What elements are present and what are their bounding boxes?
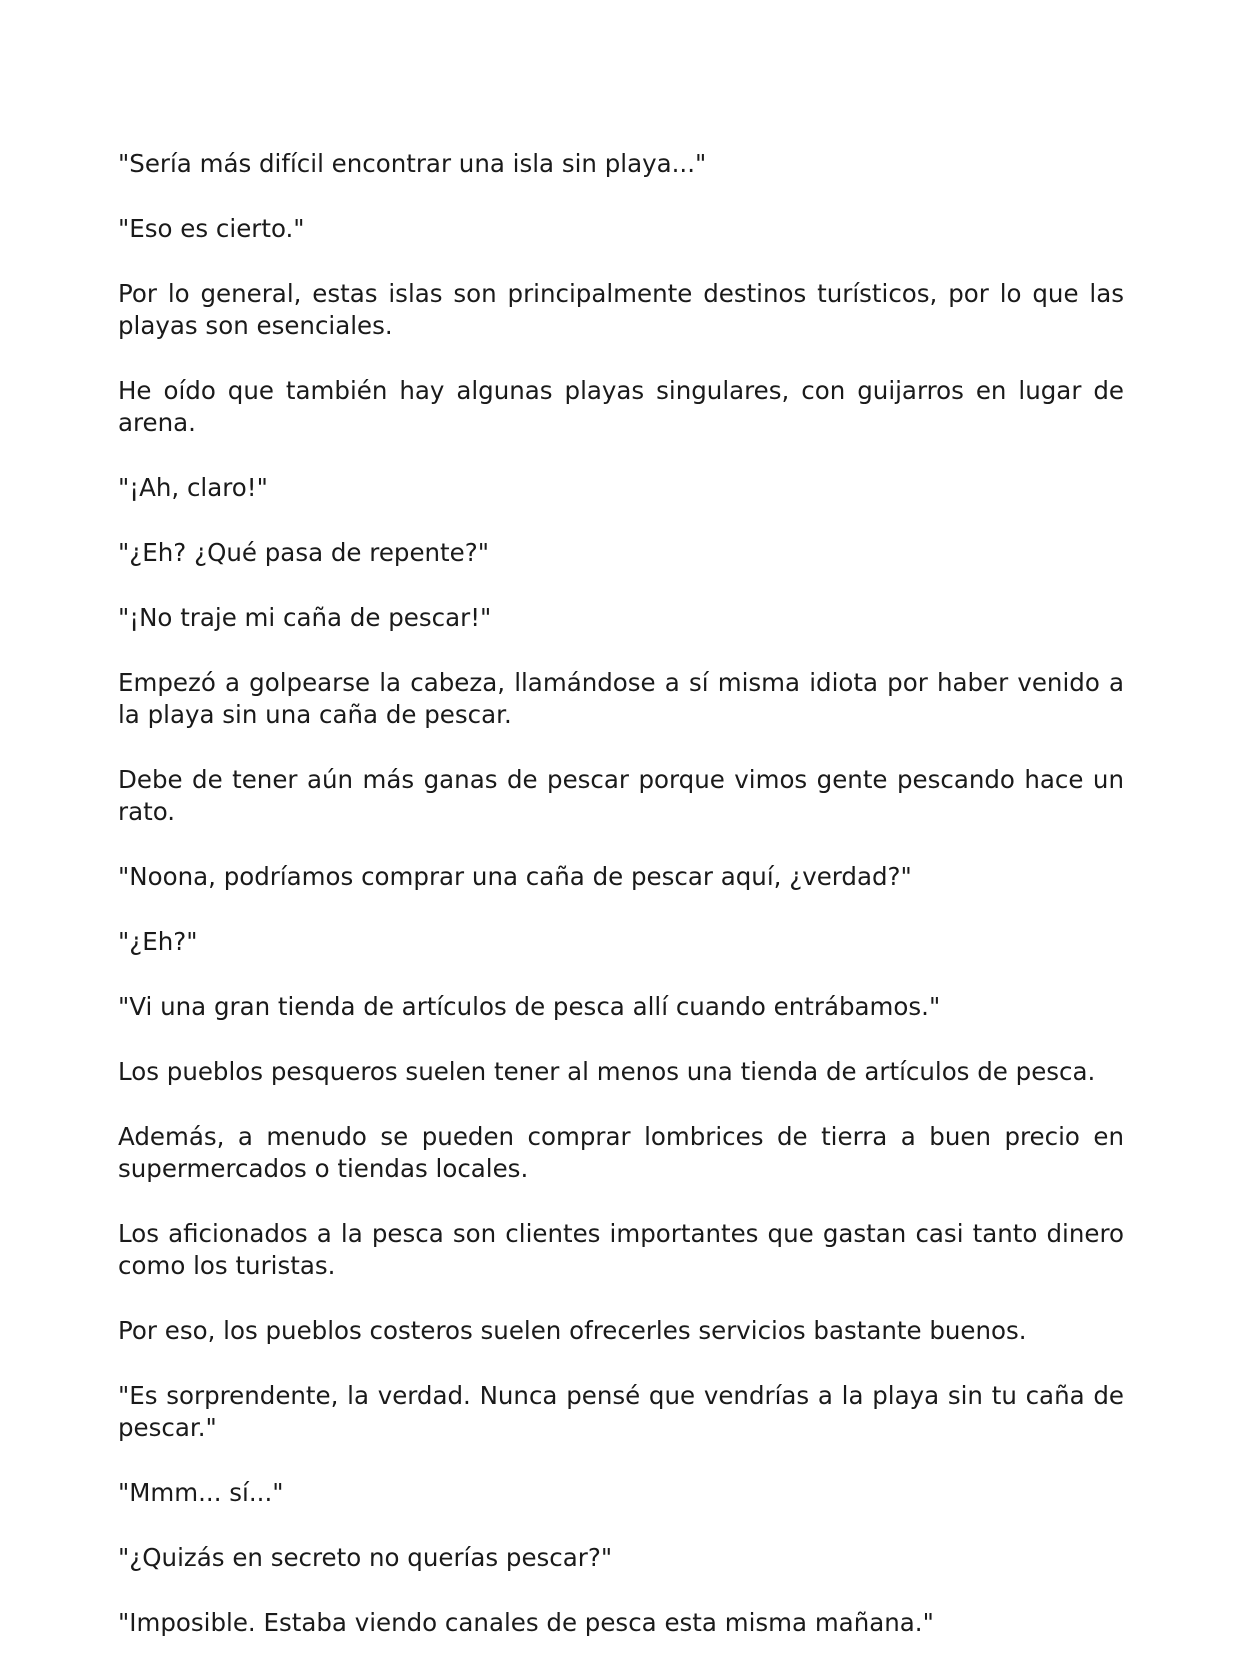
paragraph: "Noona, podríamos comprar una caña de pescar aquí, ¿verdad?" xyxy=(118,862,912,891)
document-body xyxy=(118,148,1124,1672)
paragraph: "Es sorprendente, la verdad. Nunca pensé que vendrías a la playa sin tu caña de pescar." xyxy=(118,1381,1124,1442)
paragraph: "¡No traje mi caña de pescar!" xyxy=(118,603,492,632)
paragraph: Por eso, los pueblos costeros suelen ofrecerles servicios bastante buenos. xyxy=(118,1316,1027,1345)
paragraph: "Eso es cierto." xyxy=(118,214,305,243)
paragraph: Además, a menudo se pueden comprar lombrices de tierra a buen precio en supermercados o tiendas locales. xyxy=(118,1122,1124,1183)
paragraph: "¿Eh?" xyxy=(118,927,198,956)
paragraph: "¿Eh? ¿Qué pasa de repente?" xyxy=(118,538,490,567)
paragraph: "Sería más difícil encontrar una isla sin playa..." xyxy=(118,149,707,178)
paragraph: "Imposible. Estaba viendo canales de pesca esta misma mañana." xyxy=(118,1608,934,1637)
paragraph: "¡Ah, claro!" xyxy=(118,473,268,502)
paragraph: "Mmm... sí..." xyxy=(118,1478,284,1507)
paragraph: "Vi una gran tienda de artículos de pesca allí cuando entrábamos." xyxy=(118,992,941,1021)
paragraph: Debe de tener aún más ganas de pescar porque vimos gente pescando hace un rato. xyxy=(118,765,1124,826)
paragraph: He oído que también hay algunas playas singulares, con guijarros en lugar de arena. xyxy=(118,376,1124,437)
paragraph: Los pueblos pesqueros suelen tener al menos una tienda de artículos de pesca. xyxy=(118,1057,1096,1086)
paragraph: Por lo general, estas islas son principalmente destinos turísticos, por lo que las playas son esenciales. xyxy=(118,279,1124,340)
paragraph: "¿Quizás en secreto no querías pescar?" xyxy=(118,1543,613,1572)
paragraph: Empezó a golpearse la cabeza, llamándose a sí misma idiota por haber venido a la playa sin una caña de pescar. xyxy=(118,668,1124,729)
paragraph: Los aficionados a la pesca son clientes importantes que gastan casi tanto dinero como los turistas. xyxy=(118,1219,1124,1280)
